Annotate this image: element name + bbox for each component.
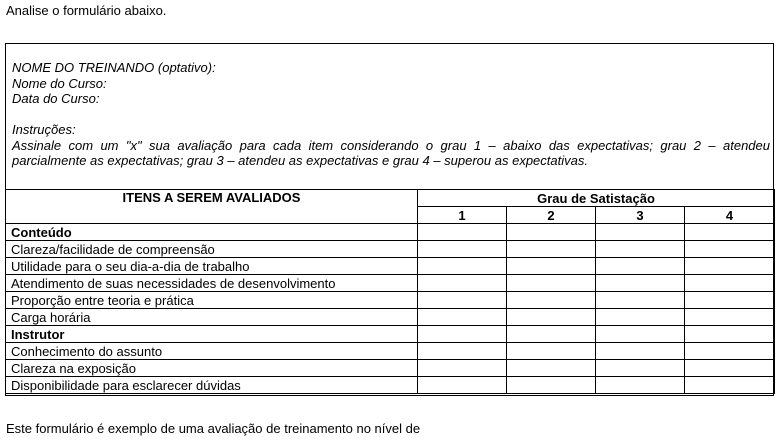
- table-row: [6, 258, 775, 275]
- intro-text: Analise o formulário abaixo.: [6, 3, 167, 18]
- course-name-field: Nome do Curso:: [12, 75, 107, 91]
- table-header-row: [6, 190, 775, 207]
- grade-cell[interactable]: [596, 343, 685, 360]
- grade-cell[interactable]: [596, 360, 685, 377]
- grade-cell[interactable]: [507, 360, 596, 377]
- grade-cell[interactable]: [418, 292, 507, 309]
- grade-cell[interactable]: [418, 258, 507, 275]
- item-label: Proporção entre teoria e prática: [6, 292, 418, 309]
- grade-cell[interactable]: [596, 258, 685, 275]
- evaluation-table: [5, 189, 775, 394]
- grade-cell: [596, 326, 685, 343]
- grade-cell: [418, 326, 507, 343]
- instructions-label: Instruções:: [12, 122, 76, 137]
- table-row: [6, 360, 775, 377]
- table-row: [6, 241, 775, 258]
- item-label: Clareza/facilidade de compreensão: [6, 241, 418, 258]
- grade-cell[interactable]: [685, 360, 775, 377]
- item-label: Clareza na exposição: [6, 360, 418, 377]
- table-row: [6, 275, 775, 292]
- grade-2-header: 2: [507, 207, 596, 224]
- item-label: Utilidade para o seu dia-a-dia de trabalho: [6, 258, 418, 275]
- item-label: Atendimento de suas necessidades de desenvolvimento: [6, 275, 418, 292]
- grade-cell[interactable]: [596, 275, 685, 292]
- grade-cell: [596, 224, 685, 241]
- grade-cell[interactable]: [596, 309, 685, 326]
- grade-cell: [507, 326, 596, 343]
- grade-cell[interactable]: [507, 258, 596, 275]
- items-header: ITENS A SEREM AVALIADOS: [6, 190, 418, 224]
- item-label: Carga horária: [6, 309, 418, 326]
- section-title-instrutor: Instrutor: [6, 326, 418, 343]
- table-row: [6, 377, 775, 394]
- table-row: [6, 292, 775, 309]
- grade-cell[interactable]: [596, 377, 685, 394]
- section-title-conteudo: Conteúdo: [6, 224, 418, 241]
- table-row: [6, 343, 775, 360]
- grade-cell[interactable]: [596, 241, 685, 258]
- grade-cell[interactable]: [507, 241, 596, 258]
- item-label: Conhecimento do assunto: [6, 343, 418, 360]
- grade-cell[interactable]: [418, 343, 507, 360]
- grade-cell: [685, 224, 775, 241]
- table-row: [6, 309, 775, 326]
- section-row: [6, 326, 775, 343]
- grade-cell[interactable]: [507, 292, 596, 309]
- grade-cell[interactable]: [507, 309, 596, 326]
- grade-cell: [418, 224, 507, 241]
- grade-cell[interactable]: [418, 309, 507, 326]
- grade-cell[interactable]: [685, 258, 775, 275]
- section-row: [6, 224, 775, 241]
- grade-1-header: 1: [418, 207, 507, 224]
- grade-3-header: 3: [596, 207, 685, 224]
- grade-cell[interactable]: [507, 343, 596, 360]
- grade-cell[interactable]: [418, 241, 507, 258]
- grade-cell[interactable]: [685, 241, 775, 258]
- footer-text: Este formulário é exemplo de uma avaliação de treinamento no nível de: [6, 421, 421, 436]
- grade-cell[interactable]: [418, 360, 507, 377]
- grades-header: Grau de Satistação: [418, 190, 775, 207]
- form-header: [12, 60, 770, 169]
- grade-cell[interactable]: [596, 292, 685, 309]
- grade-cell[interactable]: [685, 343, 775, 360]
- grade-cell: [685, 326, 775, 343]
- course-date-field: Data do Curso:: [12, 91, 100, 106]
- grade-cell[interactable]: [507, 275, 596, 292]
- grade-cell[interactable]: [418, 275, 507, 292]
- grade-cell[interactable]: [685, 275, 775, 292]
- instructions-text: Assinale com um "x" sua avaliação para cada item considerando o grau 1 – abaixo das expectativas; grau 2 – atendeu parcialmente as expectativas; grau 3 – atendeu as expectativas e grau 4 – superou as expectativas.: [12, 137, 770, 168]
- grade-cell[interactable]: [685, 309, 775, 326]
- grade-cell[interactable]: [685, 377, 775, 394]
- item-label: Disponibilidade para esclarecer dúvidas: [6, 377, 418, 394]
- trainee-name-field: NOME DO TREINANDO (optativo):: [12, 60, 216, 75]
- evaluation-form: [5, 43, 774, 396]
- grade-cell[interactable]: [507, 377, 596, 394]
- grade-4-header: 4: [685, 207, 775, 224]
- grade-cell[interactable]: [418, 377, 507, 394]
- grade-cell[interactable]: [685, 292, 775, 309]
- grade-cell: [507, 224, 596, 241]
